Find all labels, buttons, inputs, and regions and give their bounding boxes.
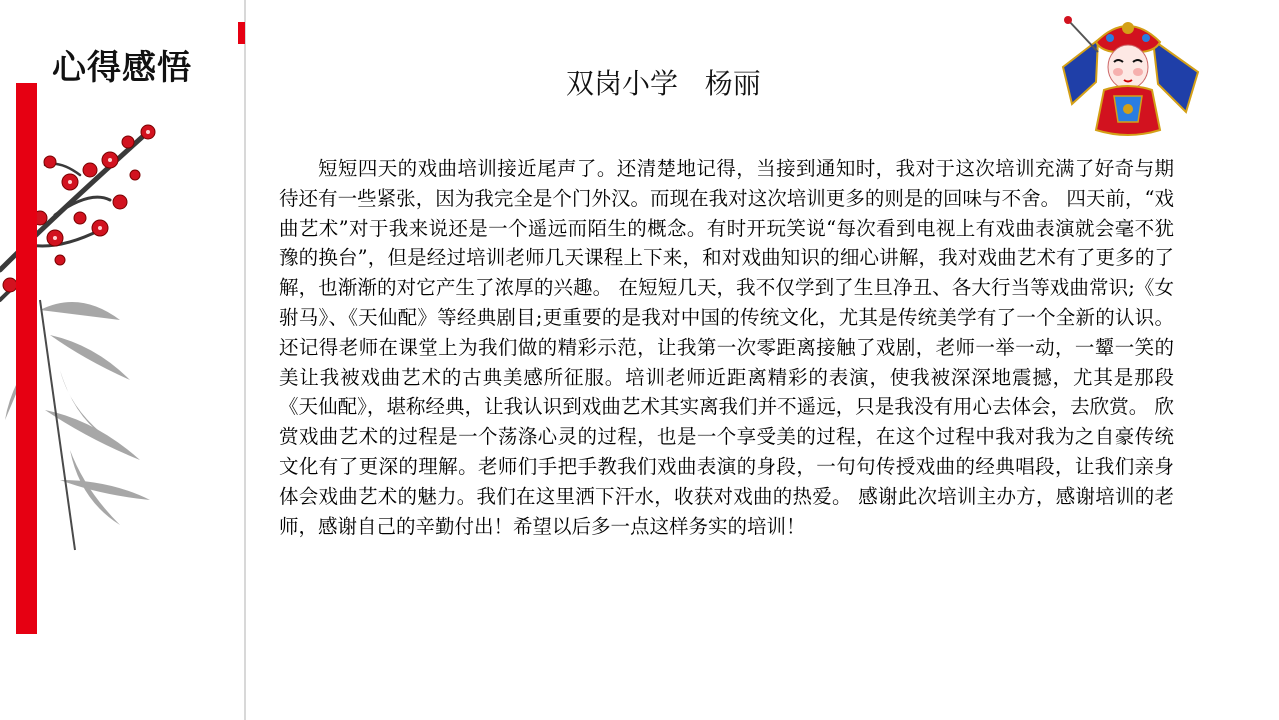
section-title: 心得感悟 [52, 48, 192, 88]
vertical-divider [244, 0, 246, 720]
red-accent-tick [238, 22, 245, 44]
author-byline: 双岗小学 杨丽 [566, 67, 761, 100]
peking-opera-figure [1058, 12, 1200, 142]
reflection-paragraph: 短短四天的戏曲培训接近尾声了。还清楚地记得，当接到通知时，我对于这次培训充满了好奇与期待还有一些紧张，因为我完全是个门外汉。而现在我对这次培训更多的则是的回味与不舍。 四天前，“戏曲艺术”对于我来说还是一个遥远而陌生的概念。有时开玩笑说“每次看到电视上有戏曲表演就会毫不犹豫的换台”，但是经过培训老师几天课程上下来，和对戏曲知识的细心讲解，我对戏曲艺术有了更多的了解，也渐渐的对它产生了浓厚的兴趣。 在短短几天，我不仅学到了生旦净丑、各大行当等戏曲常识;《女驸马》、《天仙配》等经典剧目;更重要的是我对中国的传统文化，尤其是传统美学有了一个全新的认识。 还记得老师在课堂上为我们做的精彩示范，让我第一次零距离接触了戏剧，老师一举一动，一颦一笑的美让我被戏曲艺术的古典美感所征服。培训老师近距离精彩的表演，使我被深深地震撼，尤其是那段《天仙配》，堪称经典，让我认识到戏曲艺术其实离我们并不遥远，只是我没有用心去体会，去欣赏。 欣赏戏曲艺术的过程是一个荡涤心灵的过程，也是一个享受美的过程，在这个过程中我对我为之自豪传统文化有了更深的理解。老师们手把手教我们戏曲表演的身段，一句句传授戏曲的经典唱段，让我们亲身体会戏曲艺术的魅力。我们在这里洒下汗水，收获对戏曲的热爱。 感谢此次培训主办方，感谢培训的老师，感谢自己的辛勤付出！希望以后多一点这样务实的培训！ [279, 157, 1174, 538]
red-vertical-bar [16, 83, 37, 634]
